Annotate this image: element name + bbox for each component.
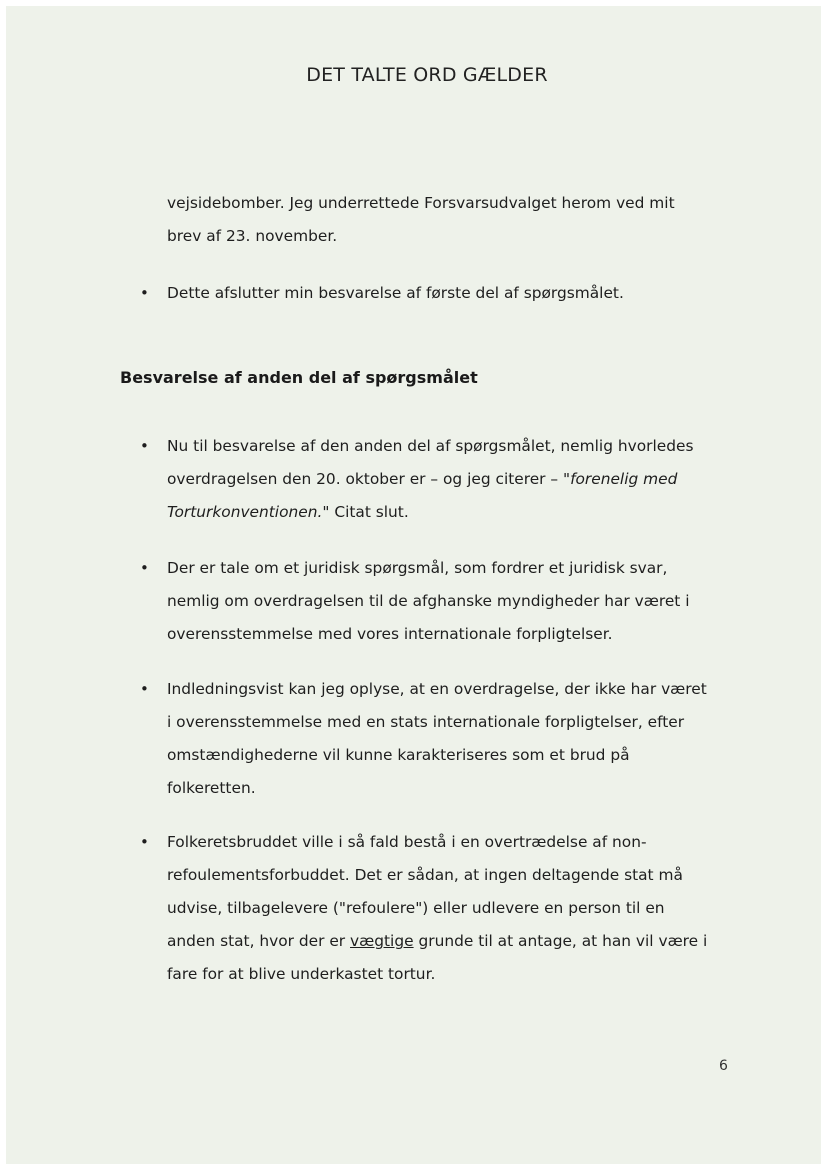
bullet-1-line-1: Dette afslutter min besvarelse af første del af spørgsmålet. <box>167 284 624 302</box>
bullet-marker: • <box>140 680 149 698</box>
section-heading: Besvarelse af anden del af spørgsmålet <box>120 368 478 387</box>
bullet-marker: • <box>140 559 149 577</box>
bullet-marker: • <box>140 833 149 851</box>
bullet-2-line-3 <box>167 496 727 529</box>
bullet-paragraph-4 <box>167 673 727 805</box>
bullet-4-line-2: i overensstemmelse med en stats internationale forpligtelser, efter <box>167 713 685 731</box>
underlined-word: vægtige <box>350 932 414 950</box>
page-header: DET TALTE ORD GÆLDER <box>306 64 548 86</box>
bullet-3-line-1: Der er tale om et juridisk spørgsmål, som fordrer et juridisk svar, <box>167 559 668 577</box>
bullet-5-line-3: udvise, tilbagelevere ("refoulere") eller udlevere en person til en <box>167 899 665 917</box>
bullet-4-line-1: Indledningsvist kan jeg oplyse, at en overdragelse, der ikke har været <box>167 680 707 698</box>
bullet-paragraph-3 <box>167 552 727 651</box>
bullet-5-line-2: refoulementsforbuddet. Det er sådan, at ingen deltagende stat må <box>167 866 683 884</box>
bullet-5-line-1: Folkeretsbruddet ville i så fald bestå i en overtrædelse af non- <box>167 833 647 851</box>
bullet-2-line-2-text: overdragelsen den 20. oktober er – og jeg citerer – <box>167 470 563 488</box>
bullet-5-line-5: fare for at blive underkastet tortur. <box>167 965 436 983</box>
bullet-5-line-4-pre: anden stat, hvor der er <box>167 932 351 950</box>
bullet-5-line-4-post: grunde til at antage, at han vil være i <box>413 932 708 950</box>
bullet-2-line-2 <box>167 463 727 496</box>
bullet-5-line-4 <box>167 925 727 958</box>
bullet-paragraph-5 <box>167 826 727 991</box>
intro-paragraph <box>167 187 727 253</box>
intro-line-1: vejsidebomber. Jeg underrettede Forsvarsudvalget herom ved mit <box>167 194 675 212</box>
bullet-4-line-3: omstændighederne vil kunne karakteriseres som et brud på <box>167 746 630 764</box>
bullet-paragraph-1 <box>167 277 727 310</box>
bullet-paragraph-2 <box>167 430 727 529</box>
bullet-4-line-4: folkeretten. <box>167 779 256 797</box>
document-page <box>6 6 821 1164</box>
citat-slut: Citat slut. <box>329 503 409 521</box>
bullet-3-line-2: nemlig om overdragelsen til de afghanske myndigheder har været i <box>167 592 690 610</box>
quote-start: "forenelig med <box>563 470 678 488</box>
page-number: 6 <box>719 1058 728 1074</box>
bullet-marker: • <box>140 284 149 302</box>
bullet-marker: • <box>140 437 149 455</box>
bullet-3-line-3: overensstemmelse med vores internationale forpligtelser. <box>167 625 613 643</box>
bullet-2-line-1: Nu til besvarelse af den anden del af spørgsmålet, nemlig hvorledes <box>167 437 694 455</box>
quote-end: Torturkonventionen." <box>167 503 330 521</box>
intro-line-2: brev af 23. november. <box>167 227 338 245</box>
